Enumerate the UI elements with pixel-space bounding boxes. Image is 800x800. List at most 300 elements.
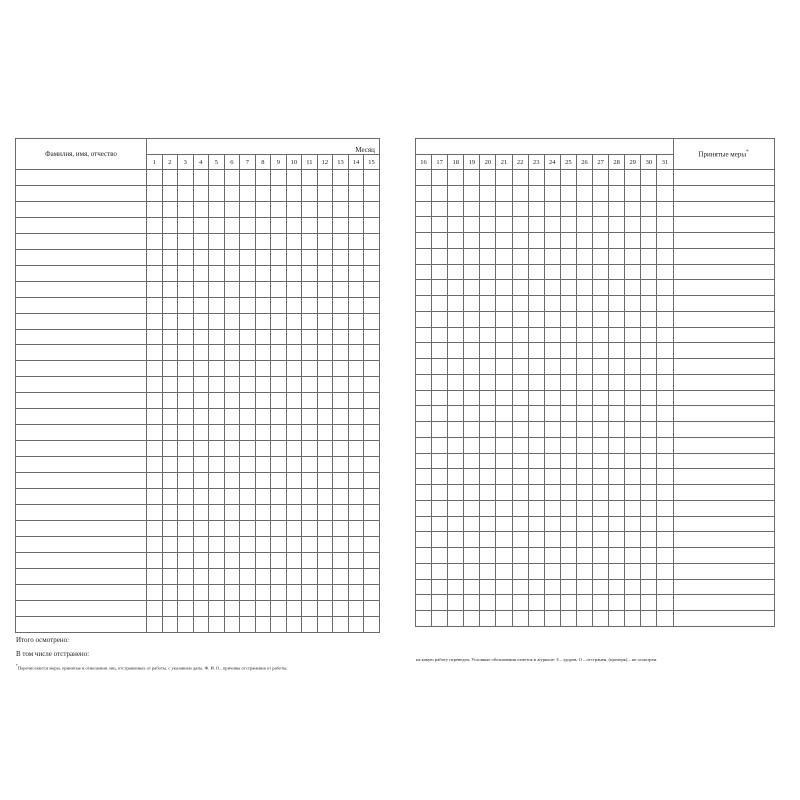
name-cell[interactable]	[16, 568, 147, 584]
day-mark-cell[interactable]	[162, 489, 178, 505]
measures-cell[interactable]	[673, 469, 774, 485]
day-mark-cell[interactable]	[560, 217, 576, 233]
day-mark-cell[interactable]	[193, 329, 209, 345]
day-mark-cell[interactable]	[576, 611, 592, 627]
day-mark-cell[interactable]	[560, 406, 576, 422]
day-mark-cell[interactable]	[544, 532, 560, 548]
day-mark-cell[interactable]	[178, 297, 194, 313]
day-mark-cell[interactable]	[544, 611, 560, 627]
day-mark-cell[interactable]	[162, 201, 178, 217]
day-mark-cell[interactable]	[271, 536, 287, 552]
day-mark-cell[interactable]	[348, 457, 364, 473]
day-mark-cell[interactable]	[528, 548, 544, 564]
day-mark-cell[interactable]	[544, 563, 560, 579]
day-mark-cell[interactable]	[560, 264, 576, 280]
measures-cell[interactable]	[673, 500, 774, 516]
day-mark-cell[interactable]	[224, 568, 240, 584]
day-mark-cell[interactable]	[240, 536, 256, 552]
day-mark-cell[interactable]	[224, 201, 240, 217]
day-mark-cell[interactable]	[416, 264, 432, 280]
day-mark-cell[interactable]	[209, 297, 225, 313]
day-mark-cell[interactable]	[224, 185, 240, 201]
day-mark-cell[interactable]	[178, 345, 194, 361]
day-mark-cell[interactable]	[147, 233, 163, 249]
day-mark-cell[interactable]	[593, 233, 609, 249]
day-mark-cell[interactable]	[302, 377, 318, 393]
day-mark-cell[interactable]	[480, 532, 496, 548]
day-mark-cell[interactable]	[593, 453, 609, 469]
day-mark-cell[interactable]	[641, 248, 657, 264]
day-mark-cell[interactable]	[641, 327, 657, 343]
day-mark-cell[interactable]	[240, 281, 256, 297]
day-mark-cell[interactable]	[512, 233, 528, 249]
day-mark-cell[interactable]	[317, 600, 333, 616]
day-mark-cell[interactable]	[496, 469, 512, 485]
day-mark-cell[interactable]	[576, 390, 592, 406]
day-mark-cell[interactable]	[528, 422, 544, 438]
measures-cell[interactable]	[673, 516, 774, 532]
day-mark-cell[interactable]	[560, 579, 576, 595]
day-mark-cell[interactable]	[609, 359, 625, 375]
day-mark-cell[interactable]	[593, 469, 609, 485]
day-mark-cell[interactable]	[496, 548, 512, 564]
day-mark-cell[interactable]	[496, 453, 512, 469]
day-mark-cell[interactable]	[480, 311, 496, 327]
day-mark-cell[interactable]	[448, 406, 464, 422]
day-mark-cell[interactable]	[348, 425, 364, 441]
day-mark-cell[interactable]	[496, 233, 512, 249]
day-mark-cell[interactable]	[480, 296, 496, 312]
day-mark-cell[interactable]	[560, 390, 576, 406]
day-mark-cell[interactable]	[364, 313, 380, 329]
day-mark-cell[interactable]	[348, 600, 364, 616]
day-mark-cell[interactable]	[224, 600, 240, 616]
day-mark-cell[interactable]	[464, 280, 480, 296]
day-mark-cell[interactable]	[593, 516, 609, 532]
day-mark-cell[interactable]	[286, 584, 302, 600]
day-mark-cell[interactable]	[480, 563, 496, 579]
day-mark-cell[interactable]	[464, 359, 480, 375]
day-mark-cell[interactable]	[448, 296, 464, 312]
day-mark-cell[interactable]	[286, 170, 302, 186]
day-mark-cell[interactable]	[193, 217, 209, 233]
day-mark-cell[interactable]	[512, 516, 528, 532]
day-mark-cell[interactable]	[544, 296, 560, 312]
day-mark-cell[interactable]	[209, 393, 225, 409]
day-mark-cell[interactable]	[528, 327, 544, 343]
day-mark-cell[interactable]	[162, 249, 178, 265]
day-mark-cell[interactable]	[286, 233, 302, 249]
day-mark-cell[interactable]	[496, 516, 512, 532]
name-cell[interactable]	[16, 616, 147, 632]
day-mark-cell[interactable]	[641, 374, 657, 390]
day-mark-cell[interactable]	[224, 584, 240, 600]
day-mark-cell[interactable]	[255, 505, 271, 521]
day-mark-cell[interactable]	[560, 233, 576, 249]
day-mark-cell[interactable]	[178, 600, 194, 616]
day-mark-cell[interactable]	[496, 201, 512, 217]
day-mark-cell[interactable]	[544, 595, 560, 611]
name-cell[interactable]	[16, 233, 147, 249]
day-mark-cell[interactable]	[147, 185, 163, 201]
day-mark-cell[interactable]	[544, 280, 560, 296]
day-mark-cell[interactable]	[641, 233, 657, 249]
day-mark-cell[interactable]	[641, 611, 657, 627]
day-mark-cell[interactable]	[625, 548, 641, 564]
day-mark-cell[interactable]	[544, 217, 560, 233]
day-mark-cell[interactable]	[576, 485, 592, 501]
day-mark-cell[interactable]	[240, 393, 256, 409]
day-mark-cell[interactable]	[271, 505, 287, 521]
day-mark-cell[interactable]	[464, 374, 480, 390]
day-mark-cell[interactable]	[432, 437, 448, 453]
day-mark-cell[interactable]	[480, 611, 496, 627]
day-mark-cell[interactable]	[147, 489, 163, 505]
day-mark-cell[interactable]	[317, 265, 333, 281]
day-mark-cell[interactable]	[147, 425, 163, 441]
day-mark-cell[interactable]	[193, 600, 209, 616]
day-mark-cell[interactable]	[240, 313, 256, 329]
day-mark-cell[interactable]	[255, 536, 271, 552]
day-mark-cell[interactable]	[364, 409, 380, 425]
day-mark-cell[interactable]	[496, 311, 512, 327]
day-mark-cell[interactable]	[609, 185, 625, 201]
day-mark-cell[interactable]	[544, 437, 560, 453]
day-mark-cell[interactable]	[333, 377, 349, 393]
day-mark-cell[interactable]	[528, 343, 544, 359]
day-mark-cell[interactable]	[333, 313, 349, 329]
day-mark-cell[interactable]	[178, 568, 194, 584]
day-mark-cell[interactable]	[224, 393, 240, 409]
day-mark-cell[interactable]	[560, 469, 576, 485]
day-mark-cell[interactable]	[625, 532, 641, 548]
day-mark-cell[interactable]	[364, 568, 380, 584]
measures-cell[interactable]	[673, 422, 774, 438]
day-mark-cell[interactable]	[448, 532, 464, 548]
day-mark-cell[interactable]	[512, 248, 528, 264]
day-mark-cell[interactable]	[528, 185, 544, 201]
day-mark-cell[interactable]	[480, 217, 496, 233]
day-mark-cell[interactable]	[178, 201, 194, 217]
day-mark-cell[interactable]	[240, 170, 256, 186]
day-mark-cell[interactable]	[271, 170, 287, 186]
day-mark-cell[interactable]	[178, 520, 194, 536]
day-mark-cell[interactable]	[480, 185, 496, 201]
day-mark-cell[interactable]	[162, 345, 178, 361]
day-mark-cell[interactable]	[480, 374, 496, 390]
day-mark-cell[interactable]	[464, 422, 480, 438]
day-mark-cell[interactable]	[448, 217, 464, 233]
day-mark-cell[interactable]	[464, 185, 480, 201]
day-mark-cell[interactable]	[147, 520, 163, 536]
day-mark-cell[interactable]	[576, 233, 592, 249]
day-mark-cell[interactable]	[416, 185, 432, 201]
day-mark-cell[interactable]	[209, 441, 225, 457]
day-mark-cell[interactable]	[178, 552, 194, 568]
day-mark-cell[interactable]	[147, 457, 163, 473]
day-mark-cell[interactable]	[302, 505, 318, 521]
day-mark-cell[interactable]	[448, 343, 464, 359]
day-mark-cell[interactable]	[162, 520, 178, 536]
day-mark-cell[interactable]	[317, 170, 333, 186]
day-mark-cell[interactable]	[464, 579, 480, 595]
day-mark-cell[interactable]	[657, 374, 673, 390]
day-mark-cell[interactable]	[609, 280, 625, 296]
day-mark-cell[interactable]	[333, 233, 349, 249]
day-mark-cell[interactable]	[609, 532, 625, 548]
day-mark-cell[interactable]	[625, 390, 641, 406]
day-mark-cell[interactable]	[544, 485, 560, 501]
day-mark-cell[interactable]	[496, 500, 512, 516]
day-mark-cell[interactable]	[178, 425, 194, 441]
day-mark-cell[interactable]	[333, 520, 349, 536]
day-mark-cell[interactable]	[302, 265, 318, 281]
day-mark-cell[interactable]	[576, 185, 592, 201]
day-mark-cell[interactable]	[593, 327, 609, 343]
day-mark-cell[interactable]	[209, 265, 225, 281]
day-mark-cell[interactable]	[496, 406, 512, 422]
day-mark-cell[interactable]	[480, 233, 496, 249]
day-mark-cell[interactable]	[576, 500, 592, 516]
day-mark-cell[interactable]	[193, 313, 209, 329]
day-mark-cell[interactable]	[528, 280, 544, 296]
name-cell[interactable]	[16, 600, 147, 616]
day-mark-cell[interactable]	[286, 616, 302, 632]
day-mark-cell[interactable]	[464, 611, 480, 627]
day-mark-cell[interactable]	[448, 233, 464, 249]
day-mark-cell[interactable]	[448, 311, 464, 327]
day-mark-cell[interactable]	[348, 249, 364, 265]
day-mark-cell[interactable]	[432, 343, 448, 359]
day-mark-cell[interactable]	[464, 532, 480, 548]
day-mark-cell[interactable]	[224, 441, 240, 457]
day-mark-cell[interactable]	[625, 343, 641, 359]
day-mark-cell[interactable]	[432, 359, 448, 375]
day-mark-cell[interactable]	[432, 516, 448, 532]
day-mark-cell[interactable]	[432, 500, 448, 516]
day-mark-cell[interactable]	[348, 233, 364, 249]
day-mark-cell[interactable]	[496, 532, 512, 548]
day-mark-cell[interactable]	[593, 532, 609, 548]
day-mark-cell[interactable]	[448, 485, 464, 501]
day-mark-cell[interactable]	[364, 185, 380, 201]
day-mark-cell[interactable]	[432, 374, 448, 390]
day-mark-cell[interactable]	[147, 170, 163, 186]
day-mark-cell[interactable]	[657, 233, 673, 249]
day-mark-cell[interactable]	[657, 201, 673, 217]
day-mark-cell[interactable]	[480, 170, 496, 186]
day-mark-cell[interactable]	[625, 233, 641, 249]
day-mark-cell[interactable]	[416, 217, 432, 233]
day-mark-cell[interactable]	[560, 280, 576, 296]
day-mark-cell[interactable]	[193, 536, 209, 552]
day-mark-cell[interactable]	[193, 441, 209, 457]
day-mark-cell[interactable]	[657, 264, 673, 280]
day-mark-cell[interactable]	[544, 248, 560, 264]
day-mark-cell[interactable]	[528, 264, 544, 280]
day-mark-cell[interactable]	[480, 343, 496, 359]
day-mark-cell[interactable]	[147, 600, 163, 616]
day-mark-cell[interactable]	[609, 170, 625, 186]
day-mark-cell[interactable]	[240, 265, 256, 281]
day-mark-cell[interactable]	[364, 249, 380, 265]
day-mark-cell[interactable]	[432, 264, 448, 280]
day-mark-cell[interactable]	[609, 217, 625, 233]
day-mark-cell[interactable]	[560, 201, 576, 217]
day-mark-cell[interactable]	[609, 485, 625, 501]
name-cell[interactable]	[16, 170, 147, 186]
day-mark-cell[interactable]	[317, 568, 333, 584]
day-mark-cell[interactable]	[364, 457, 380, 473]
measures-cell[interactable]	[673, 359, 774, 375]
day-mark-cell[interactable]	[657, 563, 673, 579]
day-mark-cell[interactable]	[464, 201, 480, 217]
day-mark-cell[interactable]	[432, 579, 448, 595]
day-mark-cell[interactable]	[432, 311, 448, 327]
day-mark-cell[interactable]	[448, 374, 464, 390]
day-mark-cell[interactable]	[560, 327, 576, 343]
day-mark-cell[interactable]	[512, 579, 528, 595]
day-mark-cell[interactable]	[625, 248, 641, 264]
day-mark-cell[interactable]	[209, 377, 225, 393]
day-mark-cell[interactable]	[625, 579, 641, 595]
day-mark-cell[interactable]	[193, 473, 209, 489]
day-mark-cell[interactable]	[480, 359, 496, 375]
day-mark-cell[interactable]	[448, 437, 464, 453]
day-mark-cell[interactable]	[528, 248, 544, 264]
day-mark-cell[interactable]	[641, 359, 657, 375]
day-mark-cell[interactable]	[593, 374, 609, 390]
day-mark-cell[interactable]	[317, 616, 333, 632]
day-mark-cell[interactable]	[162, 265, 178, 281]
day-mark-cell[interactable]	[416, 579, 432, 595]
day-mark-cell[interactable]	[448, 579, 464, 595]
name-cell[interactable]	[16, 393, 147, 409]
day-mark-cell[interactable]	[147, 217, 163, 233]
day-mark-cell[interactable]	[576, 280, 592, 296]
day-mark-cell[interactable]	[302, 520, 318, 536]
day-mark-cell[interactable]	[193, 568, 209, 584]
day-mark-cell[interactable]	[333, 584, 349, 600]
day-mark-cell[interactable]	[178, 265, 194, 281]
day-mark-cell[interactable]	[657, 548, 673, 564]
measures-cell[interactable]	[673, 548, 774, 564]
day-mark-cell[interactable]	[317, 520, 333, 536]
day-mark-cell[interactable]	[528, 217, 544, 233]
day-mark-cell[interactable]	[162, 457, 178, 473]
day-mark-cell[interactable]	[480, 595, 496, 611]
day-mark-cell[interactable]	[480, 390, 496, 406]
day-mark-cell[interactable]	[576, 359, 592, 375]
day-mark-cell[interactable]	[480, 453, 496, 469]
day-mark-cell[interactable]	[348, 313, 364, 329]
day-mark-cell[interactable]	[432, 453, 448, 469]
day-mark-cell[interactable]	[317, 281, 333, 297]
day-mark-cell[interactable]	[286, 249, 302, 265]
day-mark-cell[interactable]	[576, 579, 592, 595]
day-mark-cell[interactable]	[432, 217, 448, 233]
day-mark-cell[interactable]	[178, 489, 194, 505]
day-mark-cell[interactable]	[480, 548, 496, 564]
day-mark-cell[interactable]	[593, 579, 609, 595]
name-cell[interactable]	[16, 441, 147, 457]
day-mark-cell[interactable]	[544, 170, 560, 186]
day-mark-cell[interactable]	[512, 422, 528, 438]
day-mark-cell[interactable]	[271, 265, 287, 281]
day-mark-cell[interactable]	[641, 516, 657, 532]
day-mark-cell[interactable]	[255, 201, 271, 217]
day-mark-cell[interactable]	[416, 532, 432, 548]
day-mark-cell[interactable]	[512, 374, 528, 390]
day-mark-cell[interactable]	[224, 233, 240, 249]
day-mark-cell[interactable]	[496, 595, 512, 611]
day-mark-cell[interactable]	[209, 473, 225, 489]
day-mark-cell[interactable]	[641, 485, 657, 501]
day-mark-cell[interactable]	[576, 516, 592, 532]
day-mark-cell[interactable]	[317, 473, 333, 489]
day-mark-cell[interactable]	[302, 297, 318, 313]
day-mark-cell[interactable]	[480, 579, 496, 595]
day-mark-cell[interactable]	[286, 361, 302, 377]
measures-cell[interactable]	[673, 343, 774, 359]
day-mark-cell[interactable]	[496, 579, 512, 595]
day-mark-cell[interactable]	[657, 280, 673, 296]
day-mark-cell[interactable]	[464, 563, 480, 579]
day-mark-cell[interactable]	[609, 595, 625, 611]
day-mark-cell[interactable]	[286, 313, 302, 329]
day-mark-cell[interactable]	[147, 345, 163, 361]
day-mark-cell[interactable]	[625, 453, 641, 469]
day-mark-cell[interactable]	[333, 170, 349, 186]
measures-cell[interactable]	[673, 296, 774, 312]
day-mark-cell[interactable]	[432, 563, 448, 579]
day-mark-cell[interactable]	[576, 296, 592, 312]
day-mark-cell[interactable]	[333, 457, 349, 473]
day-mark-cell[interactable]	[193, 393, 209, 409]
day-mark-cell[interactable]	[364, 552, 380, 568]
day-mark-cell[interactable]	[609, 296, 625, 312]
day-mark-cell[interactable]	[625, 296, 641, 312]
day-mark-cell[interactable]	[240, 377, 256, 393]
day-mark-cell[interactable]	[576, 453, 592, 469]
day-mark-cell[interactable]	[193, 170, 209, 186]
day-mark-cell[interactable]	[464, 343, 480, 359]
day-mark-cell[interactable]	[302, 473, 318, 489]
day-mark-cell[interactable]	[286, 520, 302, 536]
day-mark-cell[interactable]	[255, 584, 271, 600]
day-mark-cell[interactable]	[593, 359, 609, 375]
day-mark-cell[interactable]	[512, 532, 528, 548]
day-mark-cell[interactable]	[416, 170, 432, 186]
day-mark-cell[interactable]	[209, 185, 225, 201]
name-cell[interactable]	[16, 489, 147, 505]
day-mark-cell[interactable]	[625, 170, 641, 186]
day-mark-cell[interactable]	[512, 595, 528, 611]
measures-cell[interactable]	[673, 327, 774, 343]
day-mark-cell[interactable]	[609, 563, 625, 579]
day-mark-cell[interactable]	[147, 297, 163, 313]
day-mark-cell[interactable]	[240, 361, 256, 377]
day-mark-cell[interactable]	[364, 520, 380, 536]
day-mark-cell[interactable]	[255, 616, 271, 632]
day-mark-cell[interactable]	[333, 185, 349, 201]
day-mark-cell[interactable]	[641, 311, 657, 327]
day-mark-cell[interactable]	[609, 264, 625, 280]
day-mark-cell[interactable]	[271, 473, 287, 489]
name-cell[interactable]	[16, 313, 147, 329]
day-mark-cell[interactable]	[333, 409, 349, 425]
day-mark-cell[interactable]	[348, 297, 364, 313]
